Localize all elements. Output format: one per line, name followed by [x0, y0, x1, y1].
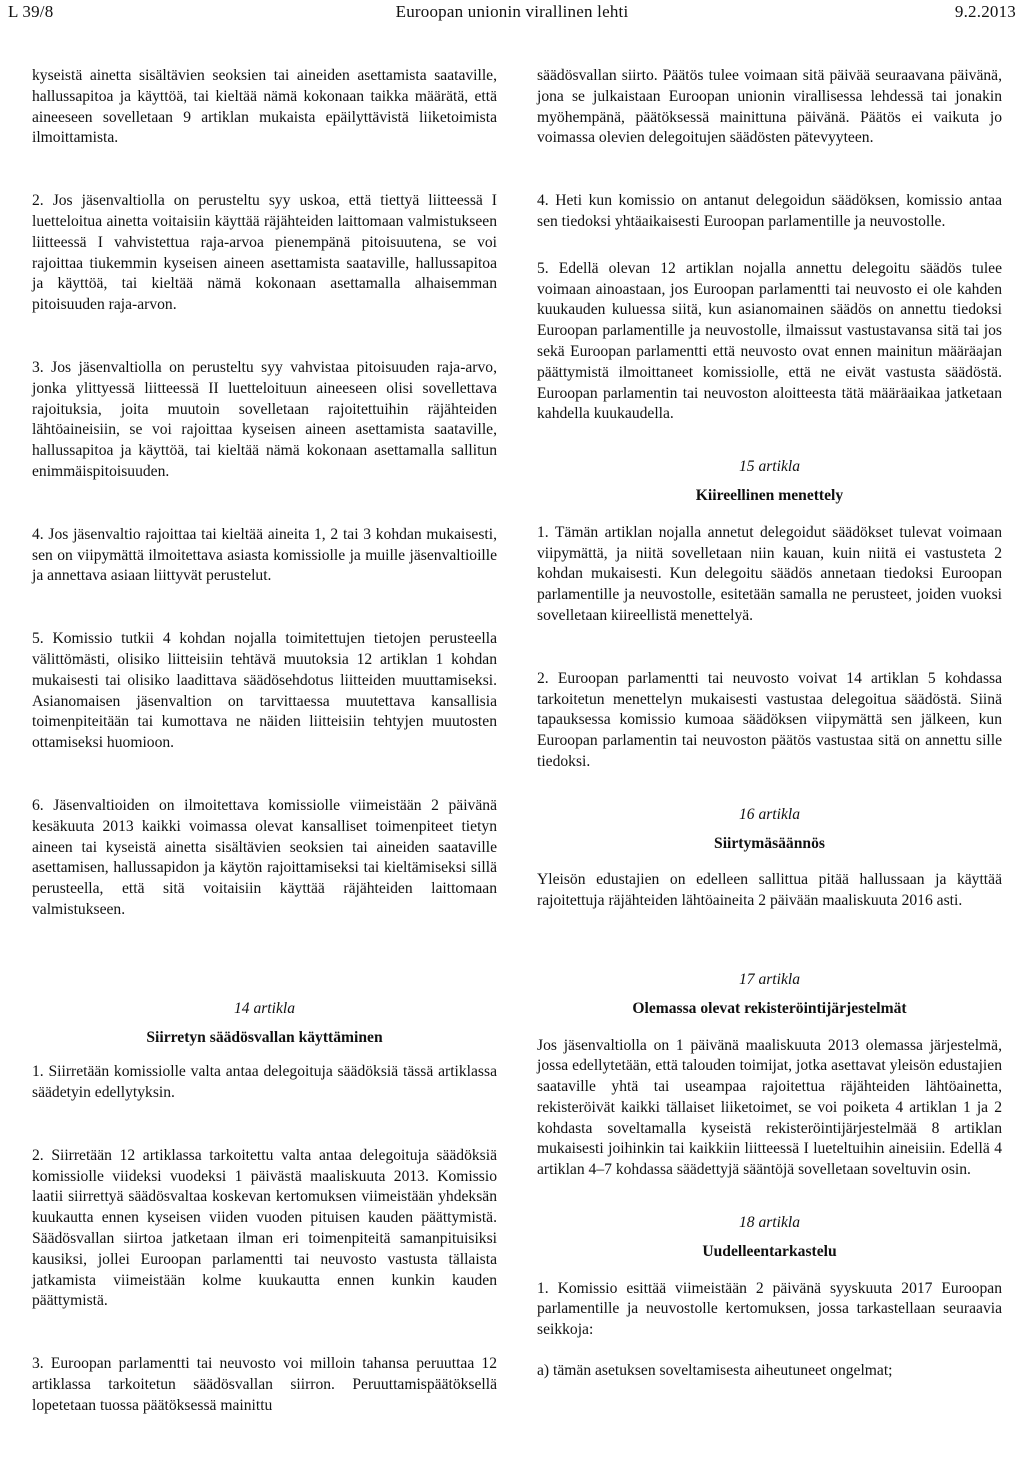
article-14-paragraph-2: 2. Siirretään 12 artiklassa tarkoitettu valta antaa delegoituja säädöksiä komissiolle viideksi vuodeksi 1 päivästä maaliskuuta 2013. Komissio laatii siirrettyä säädösvaltaa koskevan kertomuksen viimeistään yhdeksän kuukautta ennen kyseisen viiden vuoden pituisen kauden päättymistä. Säädösvallan siirtoa jatketaan ilman eri toimenpiteitä samanpituisiksi kausiksi, jollei Euroopan parlamentti tai neuvosto vastusta tällaista jatkamista viimeistään kolme kuukautta ennen kunkin kauden päättymistä.	[32, 1146, 497, 1310]
article-15-paragraph-1: 1. Tämän artiklan nojalla annetut delegoidut säädökset tulevat voimaan viipymättä, ja niitä sovelletaan niin kauan, kuin niitä ei vastusteta 2 kohdan mukaisesti. Kun delegoitu säädös annetaan tiedoksi Euroopan parlamentille ja neuvostolle, esitetään samalla ne perusteet, joiden vuoksi sovelletaan kiireellistä menettelyä.	[537, 523, 1002, 624]
article-17-heading: Olemassa olevat rekisteröintijärjestelmät	[632, 999, 907, 1017]
article-18-paragraph-1: 1. Komissio esittää viimeistään 2 päivänä syyskuuta 2017 Euroopan parlamentille ja neuvostolle kertomuksen, jossa tarkastellaan seuraavia seikkoja:	[537, 1279, 1002, 1339]
page-header	[8, 2, 1016, 30]
paragraph-intro: kyseistä ainetta sisältävien seoksien tai aineiden asettamista saataville, hallussapitoa ja käyttöä, tai kieltää nämä kokonaan taikka määrätä, että aineeseen sovelletaan 9 artiklan mukaista epäilyttävistä liiketoimista ilmoittamista.	[32, 67, 497, 147]
article-14-paragraph-1: 1. Siirretään komissiolle valta antaa delegoituja säädöksiä tässä artiklassa säädetyin edellytyksin.	[32, 1063, 497, 1102]
article-17-number: 17 artikla	[738, 970, 801, 988]
article-15-number: 15 artikla	[738, 458, 801, 476]
paragraph-continued: säädösvallan siirto. Päätös tulee voimaan sitä päivää seuraavana päivänä, jona se julkaistaan Euroopan unionin virallisessa lehdessä tai jonakin myöhempänä, päätöksessä mainittuna päivänä. Päätös ei vaikuta jo voimassa olevien delegoitujen säädösten pätevyyteen.	[537, 67, 1002, 147]
article-18-heading: Uudelleentarkastelu	[702, 1242, 837, 1260]
article-15-heading: Kiireellinen menettely	[695, 486, 844, 504]
paragraph-5: 5. Edellä olevan 12 artiklan nojalla annettu delegoitu säädös tulee voimaan ainoastaan, jos Euroopan parlamentti tai neuvosto ei ole kahden kuukauden kuluessa siitä, kun asianomainen säädös on annettu tiedoksi Euroopan parlamentille ja neuvostolle, ilmaissut vastustavansa sitä tai jos sekä Euroopan parlamentti että neuvosto ovat ennen mainitun määräajan päättymistä ilmoittaneet komissiolle, että ne eivät vastusta säädöstä. Euroopan parlamentin tai neuvoston aloitteesta tätä määräaikaa jatketaan kahdella kuukaudella.	[537, 259, 1002, 423]
article-15-paragraph-2: 2. Euroopan parlamentti tai neuvosto voivat 14 artiklan 5 kohdassa tarkoitetun menettelyn mukaisesti vastustaa delegoitua säädöstä. Siinä tapauksessa komissio kumoaa säädöksen viipymättä sen jälkeen, kun Euroopan parlamentin tai neuvoston päätös vastustaa sitä on annettu sille tiedoksi.	[537, 669, 1002, 770]
paragraph-4: 4. Jos jäsenvaltio rajoittaa tai kieltää aineita 1, 2 tai 3 kohdan mukaisesti, sen on viipymättä ilmoitettava asiasta komissiolle ja muille jäsenvaltioille ja annettava asiaan liittyvät perustelut.	[32, 525, 497, 585]
paragraph-5: 5. Komissio tutkii 4 kohdan nojalla toimitettujen tietojen perusteella välittömästi, olisiko liitteisiin tehtävä muutoksia 12 artiklan 1 kohdan mukaisesti tai olisiko laadittava säädösehdotus liitteiden muuttamiseksi. Asianomaisen jäsenvaltion on tarvittaessa muutettava kansallisia toimenpiteitään tai kumottava ne näiden liitteisiin tehtyjen muutosten ottamiseksi huomioon.	[32, 630, 497, 752]
article-14-heading: Siirretyn säädösvallan käyttäminen	[146, 1028, 383, 1046]
paragraph-2: 2. Jos jäsenvaltiolla on perusteltu syy uskoa, että tiettyä liitteessä I luetteloitua ainetta voitaisiin käyttää räjähteiden laittomaan valmistukseen liitteessä I vahvistettua raja-arvoa pienempänä pitoisuutena, se voi rajoittaa tiukemmin kyseisen aineen asettamista saataville, hallussapitoa ja käyttöä, tai kieltää nämä kokonaan asettamalla alhaisemman pitoisuuden raja-arvon.	[32, 192, 497, 314]
article-18-number: 18 artikla	[738, 1214, 801, 1232]
article-16-heading: Siirtymäsäännös	[714, 834, 825, 852]
right-column	[537, 66, 1002, 1382]
article-16-number: 16 artikla	[738, 805, 801, 823]
journal-title: Euroopan unionin virallinen lehti	[395, 2, 629, 21]
paragraph-3: 3. Jos jäsenvaltiolla on perusteltu syy vahvistaa pitoisuuden raja-arvo, jonka ylittyessä liitteessä II luetteloituun aineeseen olisi sovellettava rajoituksia, joita muutoin sovelletaan rajoitettuihin räjähteiden lähtöaineisiin, se voi rajoittaa kyseisen aineen asettamista saataville, hallussapitoa ja käyttöä, tai kieltää nämä kokonaan asettamalla sallitun enimmäispitoisuuden.	[32, 358, 497, 480]
article-16-paragraph: Yleisön edustajien on edelleen sallittua pitää hallussaan ja käyttää rajoitettuja räjähteiden lähtöaineita 2 päivään maaliskuuta 2016 asti.	[537, 871, 1002, 910]
article-17-paragraph: Jos jäsenvaltiolla on 1 päivänä maaliskuuta 2013 olemassa järjestelmä, jossa edellytetään, että talouden toimijat, jotka asettavat yleisön edustajien saataville yhtä tai useampaa rajoitettua räjähteiden lähtöainetta, rekisteröivät kaikki tällaiset liiketoimet, se voi poiketa 4 artiklan 1 ja 2 kohdasta soveltamalla kyseistä rekisteröintijärjestelmää 8 artiklan mukaisesti joihinkin tai kaikkiin liitteessä I lueteltuihin aineisiin. Edellä 4 artiklan 4–7 kohdassa säädettyjä sääntöjä sovelletaan soveltuvin osin.	[537, 1036, 1002, 1179]
page-reference: L 39/8	[8, 2, 54, 21]
article-14-paragraph-3: 3. Euroopan parlamentti tai neuvosto voi milloin tahansa peruuttaa 12 artiklassa tarkoitetun säädösvallan siirron. Peruuttamispäätöksellä lopetetaan tuossa päätöksessä mainittu	[32, 1355, 497, 1414]
article-18-item-a: a) tämän asetuksen soveltamisesta aiheutuneet ongelmat;	[537, 1362, 893, 1380]
left-column	[32, 66, 497, 1417]
article-14-number: 14 artikla	[233, 999, 296, 1017]
paragraph-6: 6. Jäsenvaltioiden on ilmoitettava komissiolle viimeistään 2 päivänä kesäkuuta 2013 kaikki voimassa olevat kansalliset toimenpiteet tietyn aineen tai kyseistä ainetta sisältävien seoksien tai aineiden saataville asettamisen, hallussapidon ja käytön rajoittamiseksi tai kieltämiseksi sillä perusteella, että sitä voitaisiin käyttää räjähteiden laittomaan valmistukseen.	[32, 796, 497, 918]
paragraph-4: 4. Heti kun komissio on antanut delegoidun säädöksen, komissio antaa sen tiedoksi yhtäaikaisesti Euroopan parlamentille ja neuvostolle.	[537, 192, 1002, 230]
publication-date: 9.2.2013	[954, 2, 1016, 21]
